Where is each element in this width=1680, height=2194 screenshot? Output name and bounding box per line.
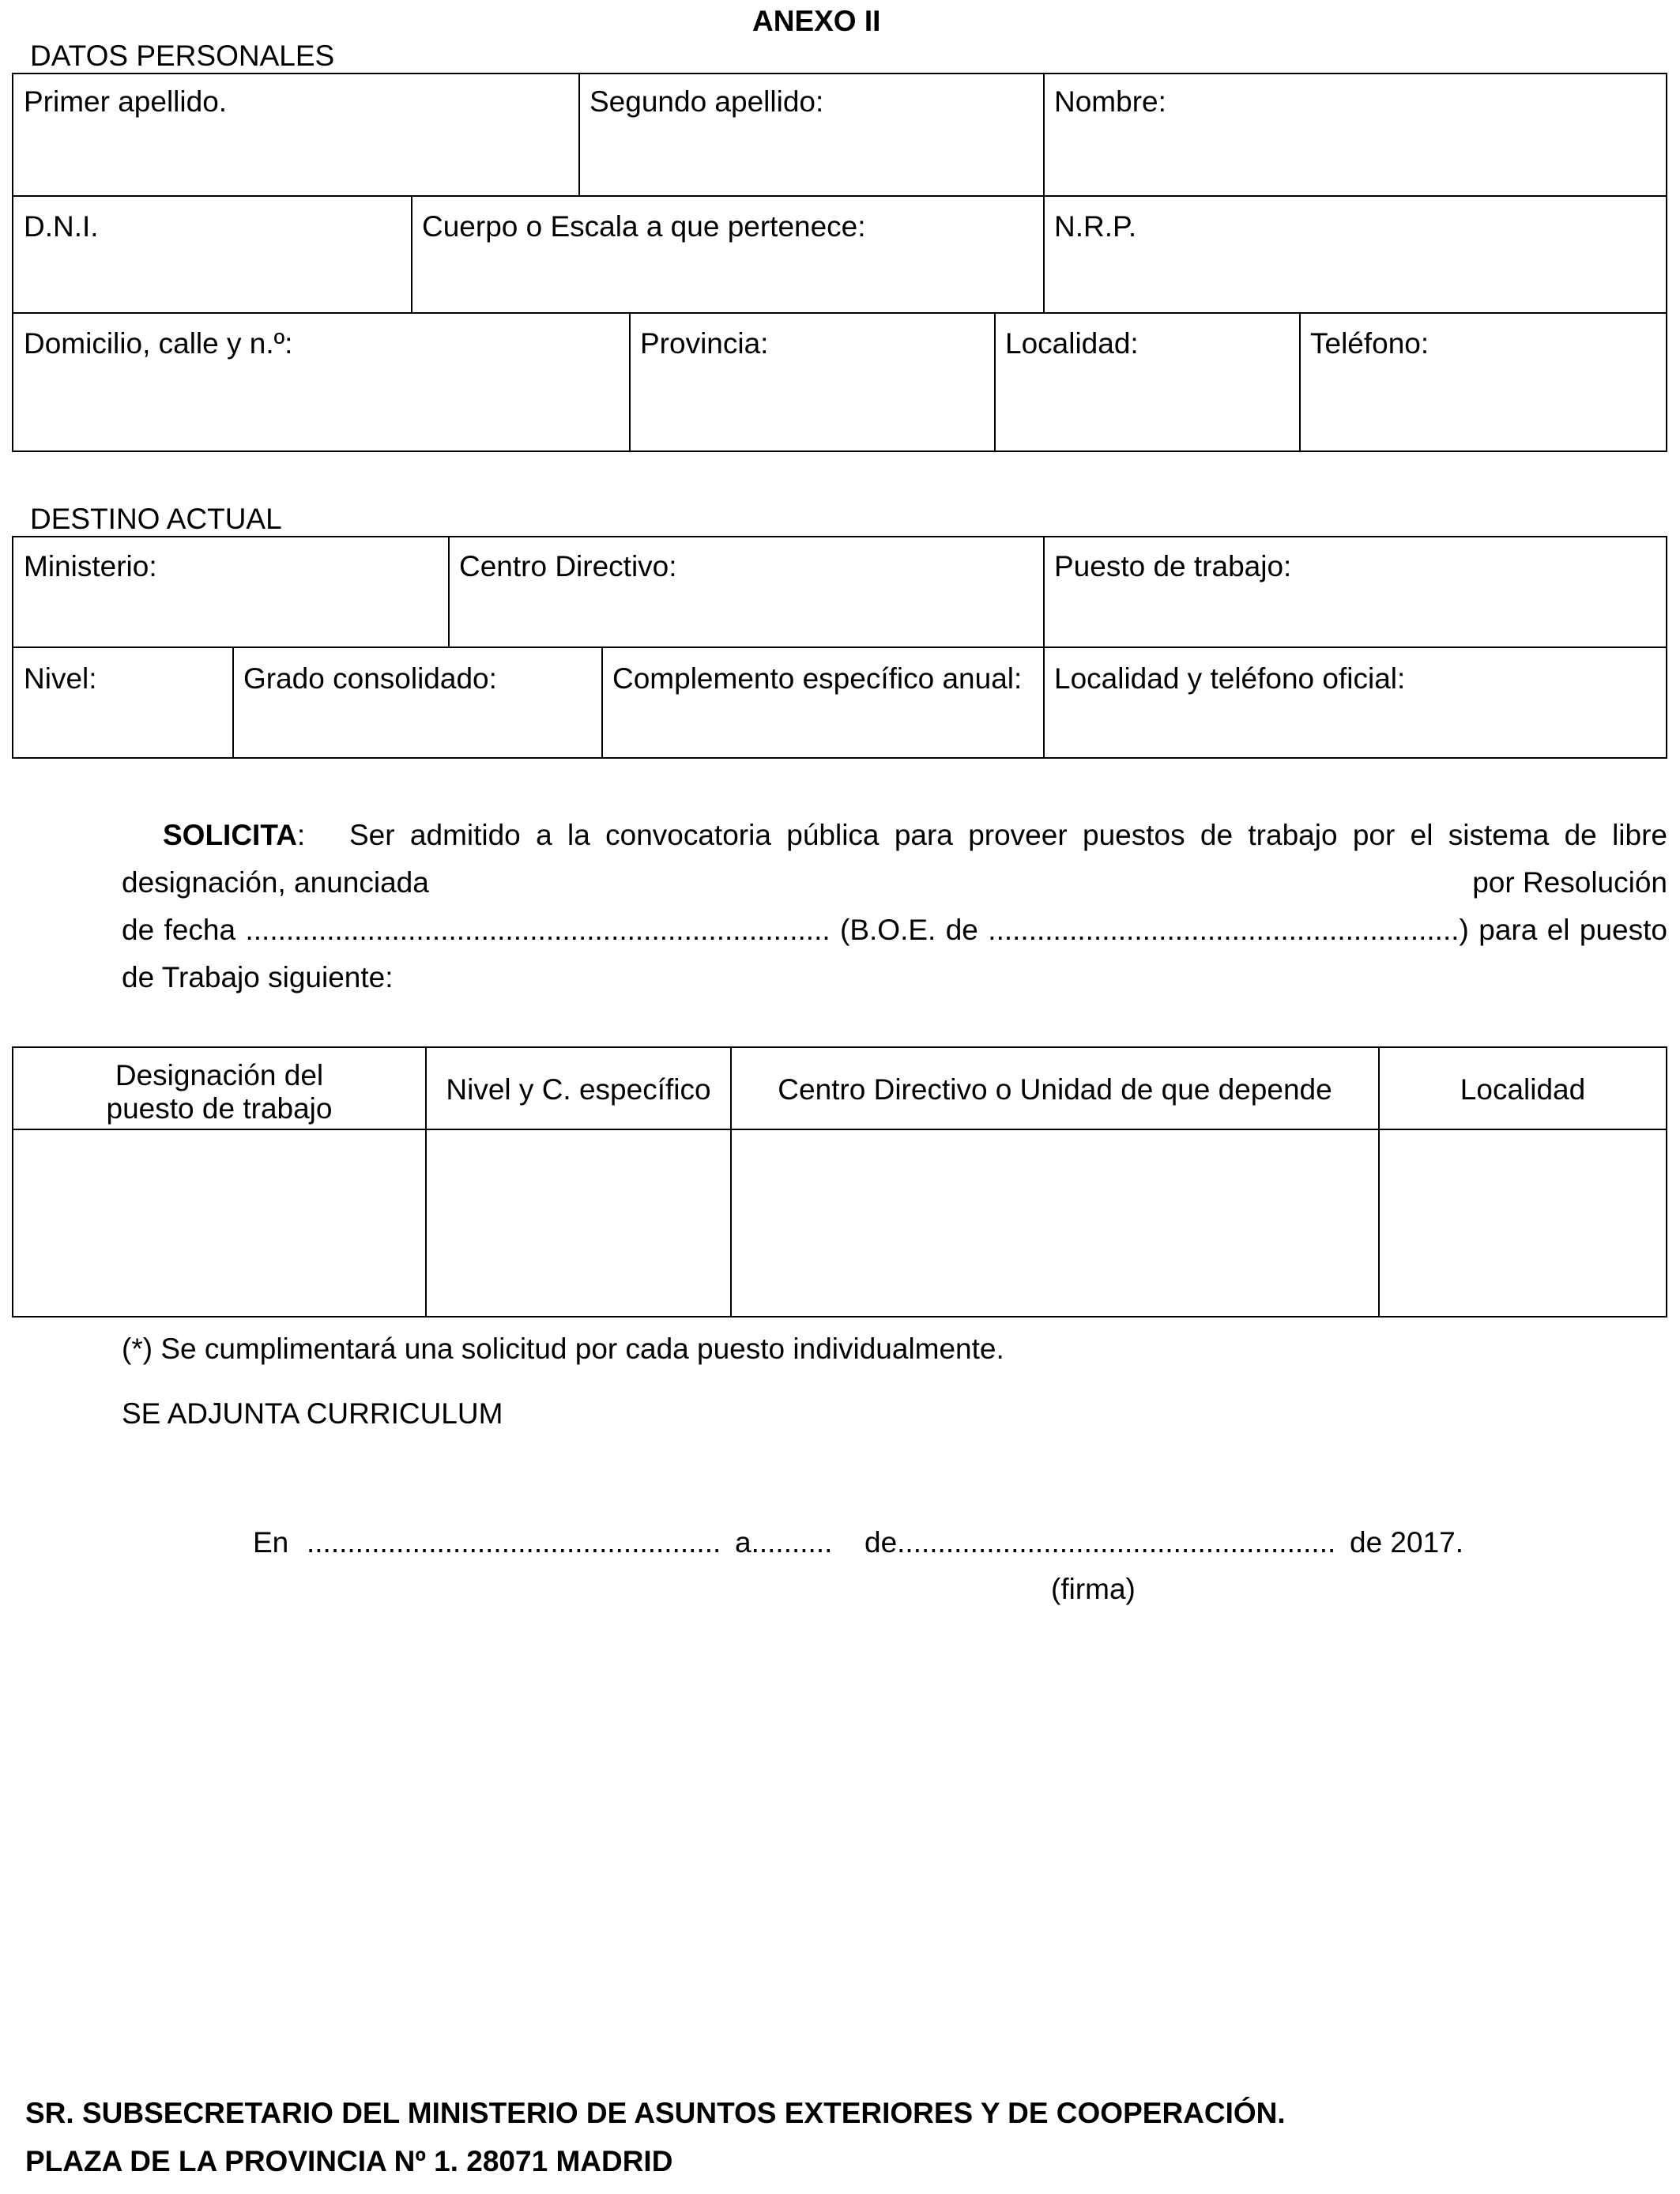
- solicita-line4: de Trabajo siguiente:: [122, 961, 394, 993]
- puesto-col-centro: Centro Directivo o Unidad de que depende: [778, 1073, 1332, 1106]
- solicita-line3: de fecha ........................................................................ (B.O.E. de ..........................................................) para el puesto: [122, 914, 1667, 946]
- signature-day: a..........: [735, 1526, 833, 1559]
- field-primer-apellido: Primer apellido.: [24, 85, 228, 118]
- signature-en: En: [253, 1526, 289, 1559]
- field-puesto-trabajo: Puesto de trabajo:: [1054, 550, 1292, 582]
- section-label-destino: DESTINO ACTUAL: [30, 503, 282, 535]
- field-segundo-apellido: Segundo apellido:: [590, 85, 824, 118]
- field-centro-directivo: Centro Directivo:: [459, 550, 677, 582]
- solicita-line2-left: designación, anunciada: [122, 866, 429, 899]
- field-telefono: Teléfono:: [1310, 327, 1430, 360]
- section-label-personal: DATOS PERSONALES: [30, 40, 335, 72]
- solicita-line1: Ser admitido a la convocatoria pública para proveer puestos de trabajo por el sistema de libre: [349, 819, 1667, 851]
- signature-month: de......................................................: [864, 1526, 1336, 1559]
- puesto-col-designacion: Designación del puesto de trabajo: [106, 1059, 333, 1125]
- solicita-line2-right: por Resolución: [1472, 866, 1667, 899]
- field-cuerpo: Cuerpo o Escala a que pertenece:: [422, 210, 866, 243]
- puesto-col-localidad: Localidad: [1460, 1073, 1586, 1106]
- signature-dots-place: ...................................................: [307, 1526, 721, 1559]
- field-nivel: Nivel:: [24, 662, 97, 695]
- field-localidad: Localidad:: [1005, 327, 1139, 360]
- signature-year: de 2017.: [1350, 1526, 1464, 1559]
- field-provincia: Provincia:: [640, 327, 769, 360]
- puesto-col-nivel: Nivel y C. específico: [446, 1073, 711, 1106]
- field-nrp: N.R.P.: [1054, 210, 1137, 243]
- field-localidad-telefono: Localidad y teléfono oficial:: [1054, 662, 1406, 695]
- signature-firma: (firma): [1051, 1573, 1136, 1605]
- field-complemento: Complemento específico anual:: [612, 662, 1023, 695]
- field-grado-consolidado: Grado consolidado:: [243, 662, 497, 695]
- field-domicilio: Domicilio, calle y n.º:: [24, 327, 293, 360]
- curriculum-note: SE ADJUNTA CURRICULUM: [122, 1397, 503, 1430]
- field-dni: D.N.I.: [24, 210, 99, 243]
- field-nombre: Nombre:: [1054, 85, 1166, 118]
- page-title: ANEXO II: [752, 5, 881, 37]
- footnote: (*) Se cumplimentará una solicitud por cada puesto individualmente.: [122, 1333, 1004, 1365]
- solicita-label: SOLICITA:: [163, 819, 306, 851]
- footer-addressee: SR. SUBSECRETARIO DEL MINISTERIO DE ASUNTOS EXTERIORES Y DE COOPERACIÓN.: [25, 2097, 1286, 2129]
- field-ministerio: Ministerio:: [24, 550, 157, 582]
- footer-address: PLAZA DE LA PROVINCIA Nº 1. 28071 MADRID: [25, 2145, 673, 2177]
